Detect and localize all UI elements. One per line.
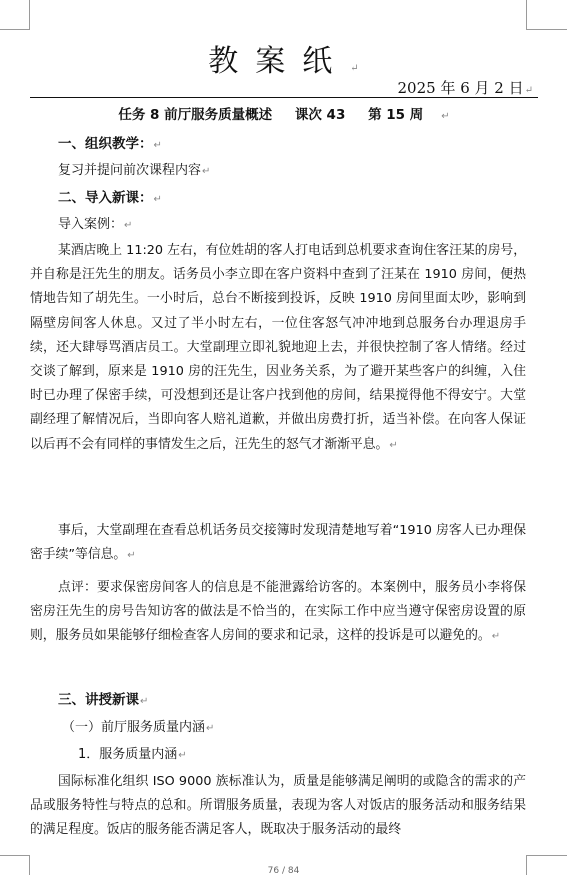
case-label: 导入案例：↵ — [58, 217, 133, 232]
task-title: 任务 8 前厅服务质量概述 — [118, 107, 273, 123]
case-review: 点评：要求保密房间客人的信息是不能泄露给访客的。本案例中，服务员小李将保密房汪先生的房号告知访客的做法是不恰当的，在实际工作中应当遵守保密房设置的原则，服务员如果能够仔细检查客人房间的要求和记录，这样的投诉是可以避免的。↵ — [30, 580, 526, 644]
crop-mark-bottom-left-h — [0, 855, 30, 856]
lesson-header: 任务 8 前厅服务质量概述 课次 43 第 15 周 ↵ — [118, 107, 450, 123]
week-number: 第 15 周 — [368, 107, 424, 123]
subsection-heading: （一）前厅服务质量内涵↵ — [62, 720, 215, 735]
crop-mark-bottom-right-h — [526, 855, 567, 856]
crop-mark-top-left-v — [29, 0, 30, 30]
crop-mark-top-right-h — [526, 29, 567, 30]
page-number: 76 / 84 — [267, 866, 300, 876]
crop-mark-top-left-h — [0, 29, 30, 30]
section-3-heading: 三、讲授新课↵ — [58, 692, 149, 708]
page-title: 教案纸↵ — [208, 44, 359, 79]
case-paragraph-2: 事后，大堂副理在查看总机话务员交接簿时发现清楚地写着“1910 房客人已办理保密手续”等信息。↵ — [30, 523, 526, 563]
header-rule — [30, 97, 538, 98]
quality-definition-paragraph: 国际标准化组织 ISO 9000 族标准认为，质量是能够满足阐明的或隐含的需求的产品或服务特性与特点的总和。所谓服务质量，表现为客人对饭店的服务活动和服务结果的满足程度。饭店的服务能否满足客人，既取决于服务活动的最终 — [30, 774, 526, 838]
section-2-heading: 二、导入新课：↵ — [58, 190, 162, 206]
case-paragraph-1: 某酒店晚上 11:20 左右，有位姓胡的客人打电话到总机要求查询住客汪某的房号，并自称是汪先生的朋友。话务员小李立即在客户资料中查到了汪某在 1910 房间，便热情地告知了胡先生。一小时后，总台不断接到投诉，反映 1910 房间里面太吵，影响到隔壁房间客人休息。又过了半小时左右，一位住客怒气冲冲地到总服务台办理退房手续，还大肆辱骂酒店员工。大堂副理立即礼貌地迎上去，并很快控制了客人情绪。经过交谈了解到，原来是 1910 房的汪先生，因业务关系，为了避开某些客户的纠缠，入住时已办理了保密手续，可没想到还是让客户找到他的房间，结果搅得他不得安宁。大堂副经理了解情况后，当即向客人赔礼道歉，并做出房费打折，适当补偿。在向客人保证以后再不会有同样的事情发生之后，汪先生的怒气才渐渐平息。↵ — [30, 243, 526, 452]
section-1-heading: 一、组织教学：↵ — [58, 136, 162, 152]
item-heading: 1．服务质量内涵↵ — [78, 747, 187, 762]
lesson-number: 课次 43 — [294, 107, 346, 123]
crop-mark-top-right-v — [526, 0, 527, 30]
lesson-date: 2025 年 6 月 2 日↵ — [397, 79, 533, 97]
section-1-text: 复习并提问前次课程内容↵ — [58, 163, 211, 178]
